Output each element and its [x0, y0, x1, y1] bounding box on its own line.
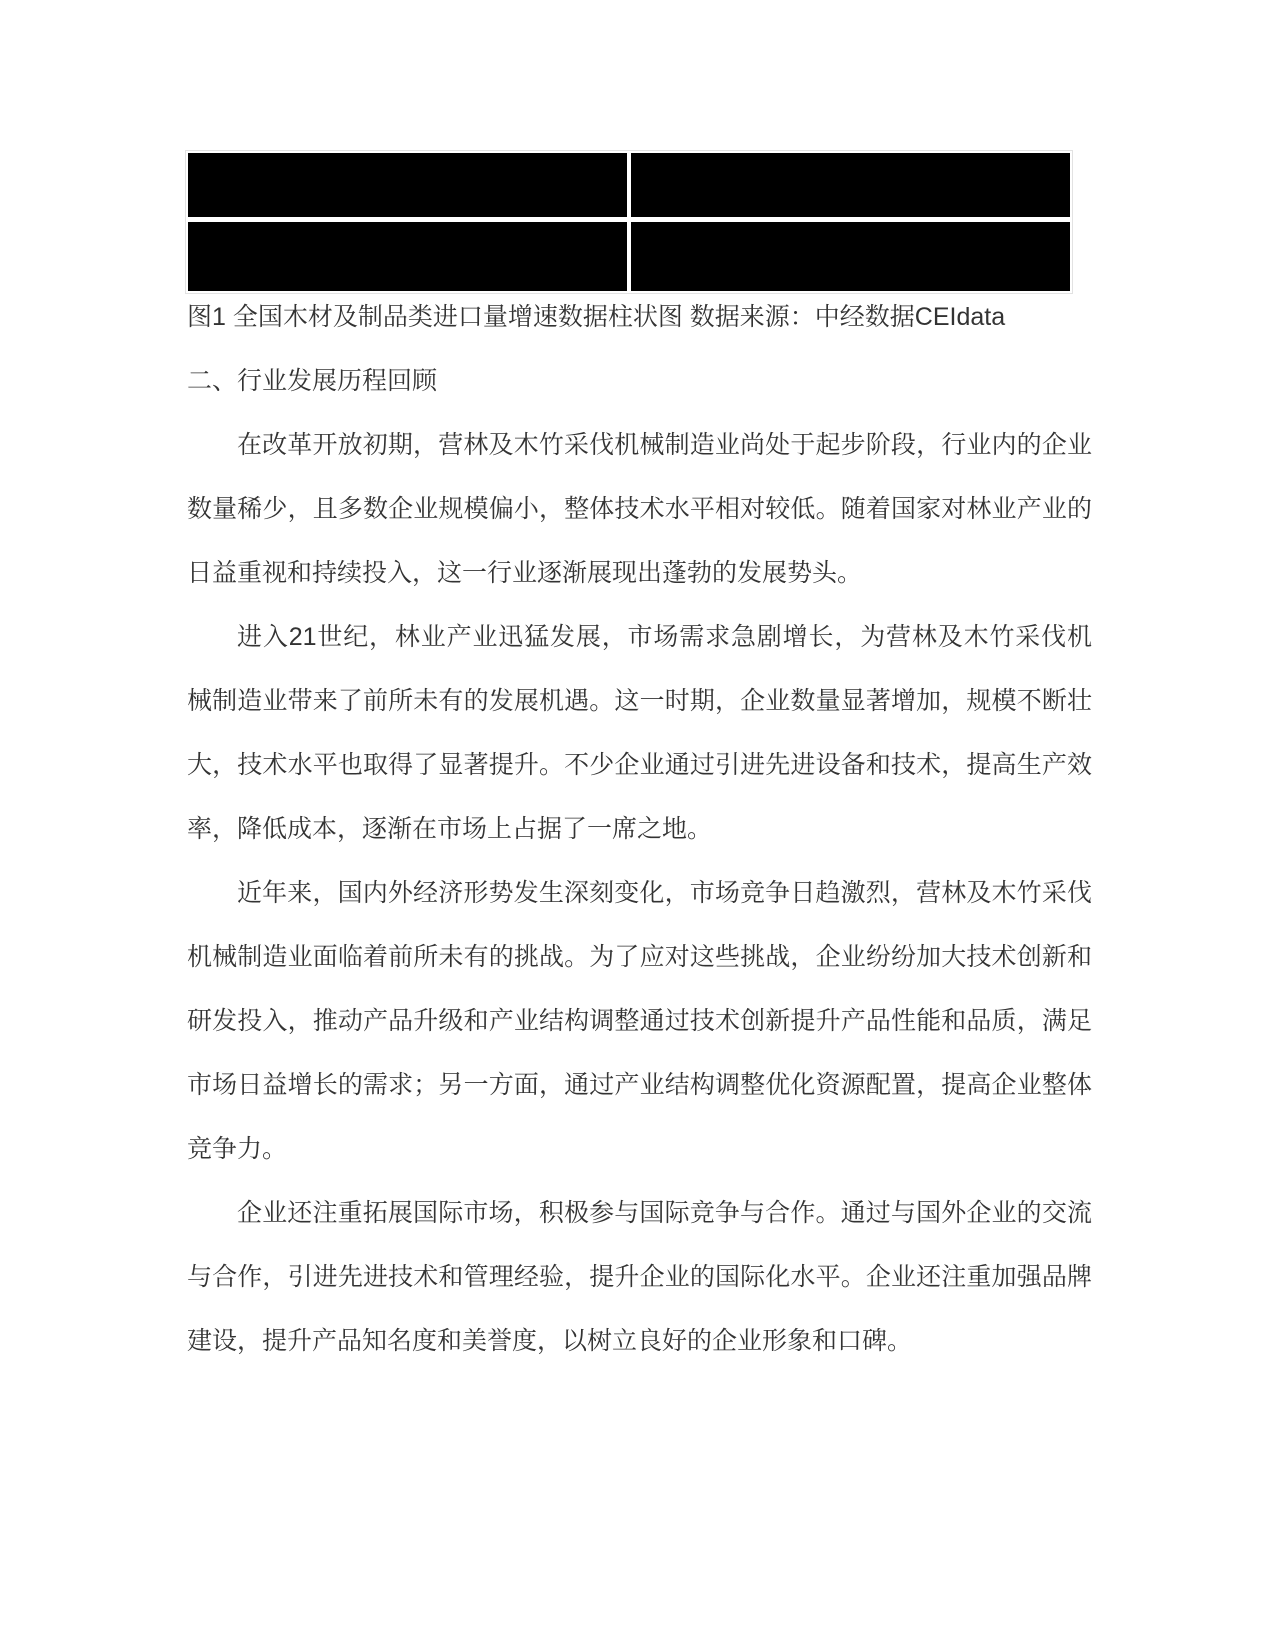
paragraph-line: 率，降低成本，逐渐在市场上占据了一席之地。 — [187, 815, 713, 843]
paragraph-line: 建设，提升产品知名度和美誉度，以树立良好的企业形象和口碑。 — [187, 1327, 913, 1355]
redacted-chart-block — [188, 222, 627, 291]
redacted-chart-block — [631, 153, 1070, 217]
section-heading: 二、行业发展历程回顾 — [187, 367, 438, 395]
figure-block-grid — [188, 153, 1070, 291]
paragraph-line: 企业还注重拓展国际市场，积极参与国际竞争与合作。通过与国外企业的交流 — [237, 1199, 1092, 1227]
paragraph-line: 械制造业带来了前所未有的发展机遇。这一时期，企业数量显著增加，规模不断壮 — [187, 687, 1092, 715]
paragraph — [187, 861, 1092, 1181]
paragraph — [187, 1181, 1092, 1373]
paragraph — [187, 413, 1092, 605]
paragraph-line: 日益重视和持续投入，这一行业逐渐展现出蓬勃的发展势头。 — [187, 559, 863, 587]
paragraph-line: 进入21世纪，林业产业迅猛发展，市场需求急剧增长，为营林及木竹采伐机 — [237, 623, 1092, 651]
redacted-chart-block — [188, 153, 627, 217]
figure-chart-redacted — [185, 150, 1073, 294]
paragraph-line: 机械制造业面临着前所未有的挑战。为了应对这些挑战，企业纷纷加大技术创新和 — [187, 943, 1092, 971]
paragraph-line: 与合作，引进先进技术和管理经验，提升企业的国际化水平。企业还注重加强品牌 — [187, 1263, 1092, 1291]
paragraph-line: 近年来，国内外经济形势发生深刻变化，市场竞争日趋激烈，营林及木竹采伐 — [237, 879, 1092, 907]
figure-caption: 图1 全国木材及制品类进口量增速数据柱状图 数据来源：中经数据CEIdata — [187, 303, 1006, 331]
paragraph-line: 数量稀少，且多数企业规模偏小，整体技术水平相对较低。随着国家对林业产业的 — [187, 495, 1092, 523]
body-paragraphs — [187, 413, 1092, 1373]
paragraph-line: 大，技术水平也取得了显著提升。不少企业通过引进先进设备和技术，提高生产效 — [187, 751, 1092, 779]
paragraph-line: 研发投入，推动产品升级和产业结构调整通过技术创新提升产品性能和品质，满足 — [187, 1007, 1092, 1035]
paragraph — [187, 605, 1092, 861]
redacted-chart-block — [631, 222, 1070, 291]
paragraph-line: 市场日益增长的需求；另一方面，通过产业结构调整优化资源配置，提高企业整体 — [187, 1071, 1092, 1099]
paragraph-line: 竞争力。 — [187, 1135, 288, 1163]
paragraph-line: 在改革开放初期，营林及木竹采伐机械制造业尚处于起步阶段，行业内的企业 — [237, 431, 1092, 459]
